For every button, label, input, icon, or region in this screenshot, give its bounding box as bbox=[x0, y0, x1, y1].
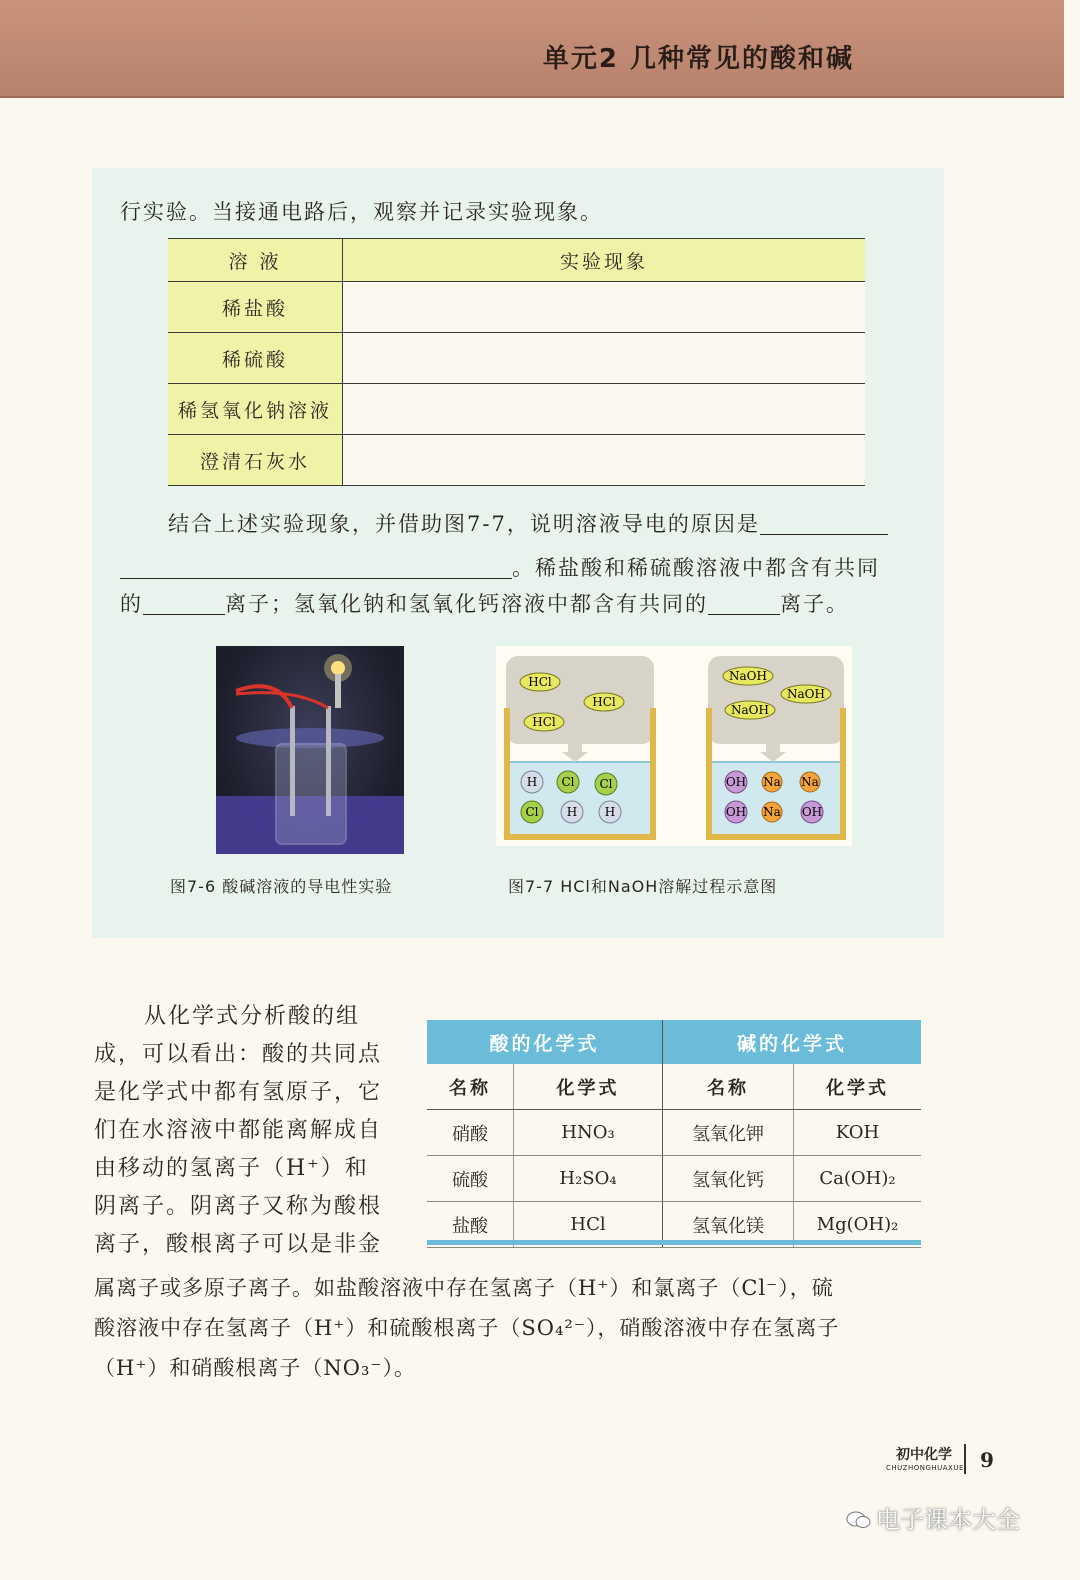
molecule-label: NaOH bbox=[729, 669, 767, 683]
composition-line: 成，可以看出：酸的共同点 bbox=[94, 1042, 383, 1067]
base-formula: Ca(OH)₂ bbox=[794, 1156, 922, 1202]
base-formula-header: 碱的化学式 bbox=[663, 1020, 922, 1064]
ion-label: H bbox=[604, 805, 616, 819]
col-base-name: 名称 bbox=[663, 1064, 794, 1110]
acid-name: 硫酸 bbox=[427, 1156, 514, 1202]
page-number: 9 bbox=[980, 1448, 994, 1472]
table-row bbox=[168, 333, 865, 384]
phenomenon-cell[interactable] bbox=[343, 282, 866, 333]
question-line-3: 的 离子；氢氧化钠和氢氧化钙溶液中都含有共同的 离子。 bbox=[120, 592, 849, 616]
col-acid-formula: 化学式 bbox=[514, 1064, 663, 1110]
formula-table bbox=[427, 1020, 921, 1248]
conductivity-experiment-photo bbox=[216, 646, 404, 854]
dissolution-diagram bbox=[496, 646, 852, 846]
footer-divider bbox=[964, 1444, 966, 1474]
base-formula: KOH bbox=[794, 1110, 922, 1156]
formula-table-column-header bbox=[427, 1064, 921, 1110]
figure-7-7-caption: 图7-7 HCl和NaOH溶解过程示意图 bbox=[508, 877, 778, 896]
ion-label: Na bbox=[763, 805, 781, 819]
book-label: 初中化学 bbox=[896, 1447, 952, 1463]
composition-line: 离子，酸根离子可以是非金 bbox=[94, 1232, 383, 1257]
ion-label: Cl bbox=[599, 777, 613, 791]
col-phenomenon: 实验现象 bbox=[343, 239, 866, 282]
book-pinyin: CHUZHONGHUAXUE bbox=[886, 1464, 964, 1472]
base-name: 氢氧化钙 bbox=[663, 1156, 794, 1202]
ion-label: H bbox=[526, 775, 538, 789]
base-name: 氢氧化镁 bbox=[663, 1202, 794, 1248]
acid-formula: HCl bbox=[514, 1202, 663, 1248]
question-line-1: 结合上述实验现象，并借助图7-7，说明溶液导电的原因是 bbox=[168, 504, 888, 544]
acid-name: 盐酸 bbox=[427, 1202, 514, 1248]
experiment-table bbox=[168, 238, 865, 486]
answer-blank[interactable] bbox=[760, 510, 888, 535]
hcl-naoh-dissolution-illustration bbox=[496, 646, 852, 846]
molecule-label: NaOH bbox=[731, 703, 769, 717]
base-formula: Mg(OH)₂ bbox=[794, 1202, 922, 1248]
answer-blank[interactable] bbox=[708, 590, 780, 615]
molecule-label: NaOH bbox=[787, 687, 825, 701]
solution-name: 稀氢氧化钠溶液 bbox=[168, 384, 343, 435]
experiment-apparatus-illustration bbox=[216, 646, 404, 854]
chapter-title: 单元2 几种常见的酸和碱 bbox=[542, 44, 854, 74]
ion-label: OH bbox=[725, 775, 747, 789]
wechat-icon bbox=[846, 1510, 872, 1530]
table-row bbox=[168, 282, 865, 333]
ion-label: Cl bbox=[525, 805, 539, 819]
acid-name: 硝酸 bbox=[427, 1110, 514, 1156]
acid-formula: HNO₃ bbox=[514, 1110, 663, 1156]
ion-label: OH bbox=[725, 805, 747, 819]
ion-label: Na bbox=[801, 775, 819, 789]
composition-full-line: 属离子或多原子离子。如盐酸溶液中存在氢离子（H⁺）和氯离子（Cl⁻），硫 bbox=[94, 1276, 834, 1300]
composition-full-line: 酸溶液中存在氢离子（H⁺）和硫酸根离子（SO₄²⁻），硝酸溶液中存在氢离子 bbox=[94, 1316, 840, 1340]
molecule-label: HCl bbox=[592, 695, 616, 709]
formula-table-bottom-rule bbox=[427, 1240, 921, 1245]
molecule-label: HCl bbox=[532, 715, 556, 729]
acid-formula-header: 酸的化学式 bbox=[427, 1020, 663, 1064]
composition-line: 们在水溶液中都能离解成自 bbox=[94, 1118, 383, 1143]
phenomenon-cell[interactable] bbox=[343, 435, 866, 486]
ion-label: OH bbox=[801, 805, 823, 819]
col-acid-name: 名称 bbox=[427, 1064, 514, 1110]
table-row bbox=[427, 1110, 921, 1156]
ion-label: Na bbox=[763, 775, 781, 789]
ion-label: H bbox=[566, 805, 578, 819]
formula-table-group-header bbox=[427, 1020, 921, 1064]
experiment-table-header bbox=[168, 239, 865, 282]
watermark-text: 电子课本大全 bbox=[876, 1506, 1020, 1534]
answer-blank[interactable] bbox=[120, 554, 512, 579]
solution-name: 稀硫酸 bbox=[168, 333, 343, 384]
ion-label: Cl bbox=[561, 775, 575, 789]
base-name: 氢氧化钾 bbox=[663, 1110, 794, 1156]
intro-text: 行实验。当接通电路后，观察并记录实验现象。 bbox=[120, 200, 603, 224]
composition-line: 由移动的氢离子（H⁺）和 bbox=[94, 1156, 369, 1181]
phenomenon-cell[interactable] bbox=[343, 333, 866, 384]
figure-7-6-caption: 图7-6 酸碱溶液的导电性实验 bbox=[170, 877, 393, 896]
molecule-label: HCl bbox=[528, 675, 552, 689]
watermark bbox=[846, 1500, 1020, 1535]
table-row bbox=[427, 1156, 921, 1202]
col-solution: 溶 液 bbox=[168, 239, 343, 282]
acid-formula: H₂SO₄ bbox=[514, 1156, 663, 1202]
table-row bbox=[168, 384, 865, 435]
question-line-2: 。稀盐酸和稀硫酸溶液中都含有共同 bbox=[120, 548, 880, 588]
composition-line: 阴离子。阴离子又称为酸根 bbox=[94, 1194, 383, 1219]
col-base-formula: 化学式 bbox=[794, 1064, 922, 1110]
phenomenon-cell[interactable] bbox=[343, 384, 866, 435]
composition-line: 是化学式中都有氢原子，它 bbox=[94, 1080, 383, 1105]
chapter-header bbox=[0, 0, 1064, 98]
solution-name: 澄清石灰水 bbox=[168, 435, 343, 486]
composition-line: 从化学式分析酸的组 bbox=[144, 1004, 361, 1029]
solution-name: 稀盐酸 bbox=[168, 282, 343, 333]
table-row bbox=[168, 435, 865, 486]
composition-full-line: （H⁺）和硝酸根离子（NO₃⁻）。 bbox=[94, 1356, 416, 1380]
answer-blank[interactable] bbox=[143, 590, 225, 615]
